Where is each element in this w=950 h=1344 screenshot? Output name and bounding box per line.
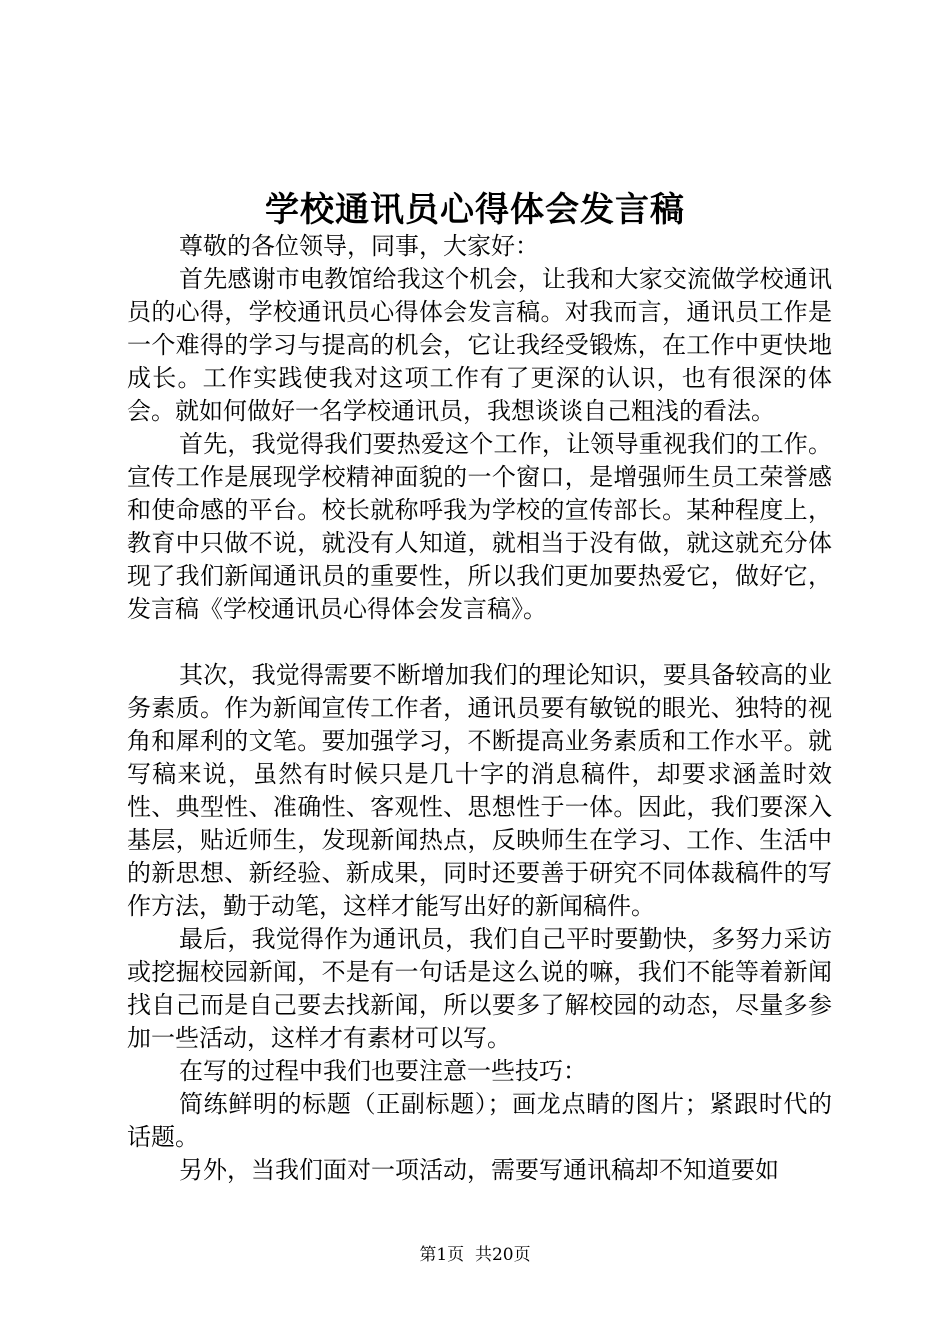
body-paragraph: 另外，当我们面对一项活动，需要写通讯稿却不知道要如 bbox=[179, 1156, 779, 1184]
page-number-label: 第1页 共20页 bbox=[419, 1245, 531, 1265]
body-paragraph: 首先，我觉得我们要热爱这个工作，让领导重视我们的工作。宣传工作是展现学校精神面貌的一个窗口，是增强师生员工荣誉感和使命感的平台。校长就称呼我为学校的宣传部长。某种程度上，教育中只做不说，就没有人知道，就相当于没有做，就这就充分体现了我们新闻通讯员的重要性，所以我们更加要热爱它，做好它，发言稿《学校通讯员心得体会发言稿》。 bbox=[127, 430, 832, 623]
document-title: 学校通讯员心得体会发言稿 bbox=[265, 190, 685, 230]
document-body bbox=[127, 230, 832, 1187]
body-paragraph: 简练鲜明的标题（正副标题）；画龙点睛的图片；紧跟时代的话题。 bbox=[127, 1090, 832, 1151]
body-paragraph: 最后，我觉得作为通讯员，我们自己平时要勤快，多努力采访或挖掘校园新闻，不是有一句话是这么说的嘛，我们不能等着新闻找自己而是自己要去找新闻，所以要多了解校园的动态，尽量多参加一些活动，这样才有素材可以写。 bbox=[127, 925, 832, 1052]
greeting-paragraph: 尊敬的各位领导，同事，大家好： bbox=[179, 232, 539, 260]
body-paragraph: 其次，我觉得需要不断增加我们的理论知识，要具备较高的业务素质。作为新闻宣传工作者，通讯员要有敏锐的眼光、独特的视角和犀利的文笔。要加强学习，不断提高业务素质和工作水平。就写稿来说，虽然有时候只是几十字的消息稿件，却要求涵盖时效性、典型性、准确性、客观性、思想性于一体。因此，我们要深入基层，贴近师生，发现新闻热点，反映师生在学习、工作、生活中的新思想、新经验、新成果，同时还要善于研究不同体裁稿件的写作方法，勤于动笔，这样才能写出好的新闻稿件。 bbox=[127, 661, 832, 920]
page-footer bbox=[0, 1243, 950, 1267]
body-paragraph: 在写的过程中我们也要注意一些技巧： bbox=[179, 1057, 587, 1085]
body-paragraph: 首先感谢市电教馆给我这个机会，让我和大家交流做学校通讯员的心得，学校通讯员心得体会发言稿。对我而言，通讯员工作是一个难得的学习与提高的机会，它让我经受锻炼，在工作中更快地成长。工作实践使我对这项工作有了更深的认识，也有很深的体会。就如何做好一名学校通讯员，我想谈谈自己粗浅的看法。 bbox=[127, 265, 832, 425]
